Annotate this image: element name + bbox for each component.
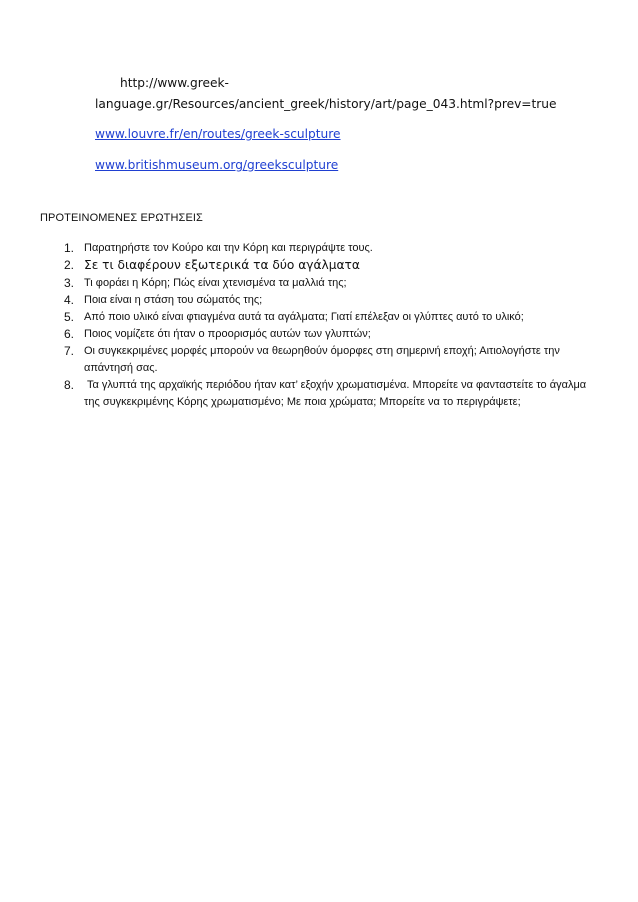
- question-text: Ποιος νομίζετε ότι ήταν ο προορισμός αυτών των γλυπτών;: [84, 328, 371, 340]
- question-item: [64, 343, 604, 377]
- louvre-link[interactable]: www.louvre.fr/en/routes/greek-sculpture: [95, 127, 341, 141]
- question-item: [64, 292, 604, 309]
- question-item: [64, 240, 604, 257]
- question-number: 3.: [64, 276, 75, 290]
- question-item: [64, 326, 604, 343]
- question-number: 4.: [64, 293, 75, 307]
- question-number: 8.: [64, 378, 75, 392]
- question-number: 2.: [64, 258, 75, 272]
- question-text: Τα γλυπτά της αρχαϊκής περιόδου ήταν κατ’ εξοχήν χρωματισμένα. Μπορείτε να φανταστείτε το άγαλμα της συγκεκριμένης Κόρης χρωματισμένο; Με ποια χρώματα; Μπορείτε να το περιγράψετε;: [84, 379, 587, 408]
- question-item: [64, 377, 604, 411]
- question-item: [64, 257, 604, 275]
- question-text: Από ποιο υλικό είναι φτιαγμένα αυτά τα αγάλματα; Γιατί επέλεξαν οι γλύπτες αυτό το υλικό;: [84, 311, 524, 323]
- question-text: Τι φοράει η Κόρη; Πώς είναι χτενισμένα τα μαλλιά της;: [84, 277, 347, 289]
- question-item: [64, 275, 604, 292]
- url-line-2: language.gr/Resources/ancient_greek/history/art/page_043.html?prev=true: [95, 97, 557, 111]
- url-line-1: http://www.greek-: [120, 76, 229, 90]
- question-item: [64, 309, 604, 326]
- question-text: Παρατηρήστε τον Κούρο και την Κόρη και περιγράψτε τους.: [84, 242, 373, 254]
- question-number: 5.: [64, 310, 75, 324]
- question-text: Σε τι διαφέρουν εξωτερικά τα δύο αγάλματα: [84, 258, 360, 272]
- question-number: 7.: [64, 344, 75, 358]
- question-number: 1.: [64, 241, 75, 255]
- section-heading: ΠΡΟΤΕΙΝΟΜΕΝΕΣ ΕΡΩΤΗΣΕΙΣ: [40, 212, 203, 224]
- questions-list: [64, 240, 604, 411]
- greek-language-url: [95, 73, 615, 115]
- question-text: Ποια είναι η στάση του σώματός της;: [84, 294, 263, 306]
- question-number: 6.: [64, 327, 75, 341]
- question-text: Οι συγκεκριμένες μορφές μπορούν να θεωρηθούν όμορφες στη σημερινή εποχή; Αιτιολογήστε την απάντησή σας.: [84, 345, 560, 374]
- british-museum-link[interactable]: www.britishmuseum.org/greeksculpture: [95, 158, 339, 172]
